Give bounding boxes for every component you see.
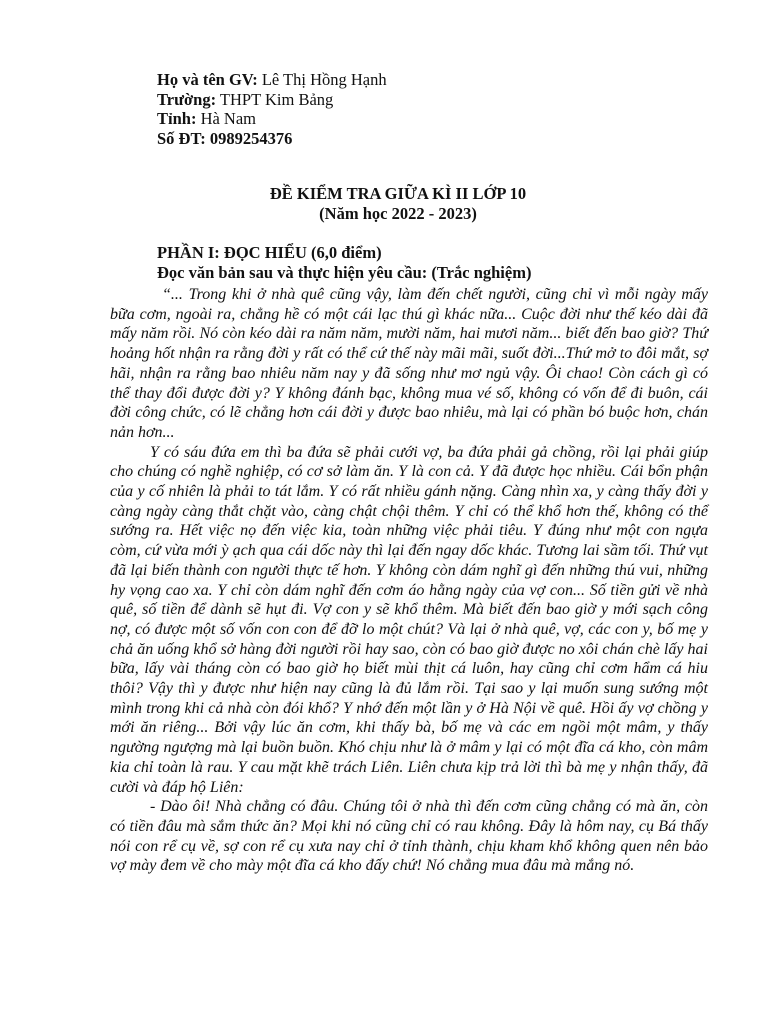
teacher-name-label: Họ và tên GV: — [157, 70, 258, 89]
part1-heading: PHẦN I: ĐỌC HIỂU (6,0 điểm) — [157, 243, 382, 262]
passage-paragraph: Y có sáu đứa em thì ba đứa sẽ phải cưới vợ, ba đứa phải gả chồng, rồi lại phải giúp cho chúng có nghề nghiệp, có cơ sở làm ăn. Y là con cả. Y đã được học nhiều. Cái bổn phận của y cố nhiên là phải to tát lắm. Y có rất nhiều gánh nặng. Càng nhìn xa, y càng thấy đời y càng ngày càng thắt chặt vào, càng chật chội thêm. Y chỉ có thể khổ hơn thế, không có thể sướng ra. Hết việc nọ đến việc kia, toàn những việc phải tiêu. Y đúng như một con ngựa còm, cứ vừa mới ỳ ạch qua cái dốc này thì lại đến ngay dốc khác. Tương lai sầm tối. Thứ vụt đã lại biến thành con người thực tế hơn. Y không còn dám nghĩ gì đến những thú vui, những hy vọng cao xa. Y chỉ còn dám nghĩ đến cơm áo hằng ngày của vợ con... Số tiền gửi về nhà quê, số tiền để dành sẽ hụt đi. Vợ con y sẽ khổ thêm. Mà biết đến bao giờ y mới sạch công nợ, có được một số vốn con con để đỡ lo một chút? Và lại ở nhà quê, vợ, các con y, bố mẹ y chả ăn uống khổ sở hàng đời người rồi hay sao, còn có bao giờ được no xôi chán chè lấy hai bữa, lấy vài tháng còn có bao giờ họ biết mùi thịt cá luôn, hay cũng chỉ cơm hẩm cá hiu thôi? Vậy thì y được như hiện nay cũng là đủ lắm rồi. Tại sao y lại muốn sung sướng một mình trong khi cả nhà còn đói khổ? Y nhớ đến một lần y ở Hà Nội về quê. Hồi ấy vợ chồng y mới ăn riêng... Bởi vậy lúc ăn cơm, khi thấy bà, bố mẹ và các em ngồi một mâm, y thấy ngường ngượng mà lại buồn buồn. Khó chịu như là ở mâm y lại có một đĩa cá kho, còn mâm kia chỉ toàn là rau. Y cau mặt khẽ trách Liên. Liên chưa kịp trả lời thì bà mẹ y nhận thấy, đã cười và đáp hộ Liên: — [110, 443, 708, 796]
school-value: THPT Kim Bảng — [216, 89, 334, 109]
exam-year: (Năm học 2022 - 2023) — [319, 204, 477, 223]
passage-paragraph: - Dào ôi! Nhà chẳng có đâu. Chúng tôi ở nhà thì đến cơm cũng chẳng có mà ăn, còn có tiền đâu mà sắm thức ăn? Mọi khi nó cũng chỉ có rau không. Đây là hôm nay, cụ Bá thấy nói con rể cụ về, sợ con rể cụ xưa nay chỉ ở tỉnh thành, chịu kham khổ không quen nên bảo vợ mày đem về cho mày một đĩa cá kho đấy chứ! Nó chẳng mua đâu mà mắng nó. — [110, 798, 708, 875]
passage-paragraph: “... Trong khi ở nhà quê cũng vậy, làm đến chết người, cũng chỉ vì mỗi ngày mấy bữa cơm, ngoài ra, chẳng hề có một cái lạc thú gì khác nữa... Cuộc đời như thế kéo dài đã mấy năm rồi. Nó còn kéo dài ra năm năm, mười năm, hai mươi năm... biết đến bao giờ? Thứ hoảng hốt nhận ra rằng đời y rất có thể cứ thế này mãi mãi, suốt đời...Thứ mở to đôi mắt, sợ hãi, nhận ra rằng bao nhiêu năm nay y đã sống như mơ ngủ vậy. Ôi chao! Còn cách gì có thể thay đổi được đời y? Y không đánh bạc, không mua vé số, không có vốn để đi buôn, cái đời công chức, có lẽ chẳng hơn cái đời y được bao nhiêu, mà lại có phần bó buộc hơn, chán nản hơn... — [110, 286, 708, 441]
teacher-info-header — [157, 70, 387, 148]
teacher-name-line — [157, 70, 387, 90]
province-line — [157, 109, 387, 129]
phone-label: Số ĐT: 0989254376 — [157, 128, 293, 148]
school-label: Trường: — [157, 89, 217, 109]
school-line — [157, 90, 387, 110]
province-value: Hà Nam — [196, 109, 257, 128]
province-label: Tỉnh: — [157, 109, 197, 128]
exam-title-block — [0, 184, 768, 224]
exam-title: ĐỀ KIỂM TRA GIỮA KÌ II LỚP 10 — [269, 184, 527, 203]
reading-passage — [110, 285, 708, 876]
teacher-name-value: Lê Thị Hồng Hạnh — [257, 70, 387, 89]
phone-line — [157, 129, 387, 149]
part1-instruction: Đọc văn bản sau và thực hiện yêu cầu: (Trắc nghiệm) — [157, 263, 532, 282]
